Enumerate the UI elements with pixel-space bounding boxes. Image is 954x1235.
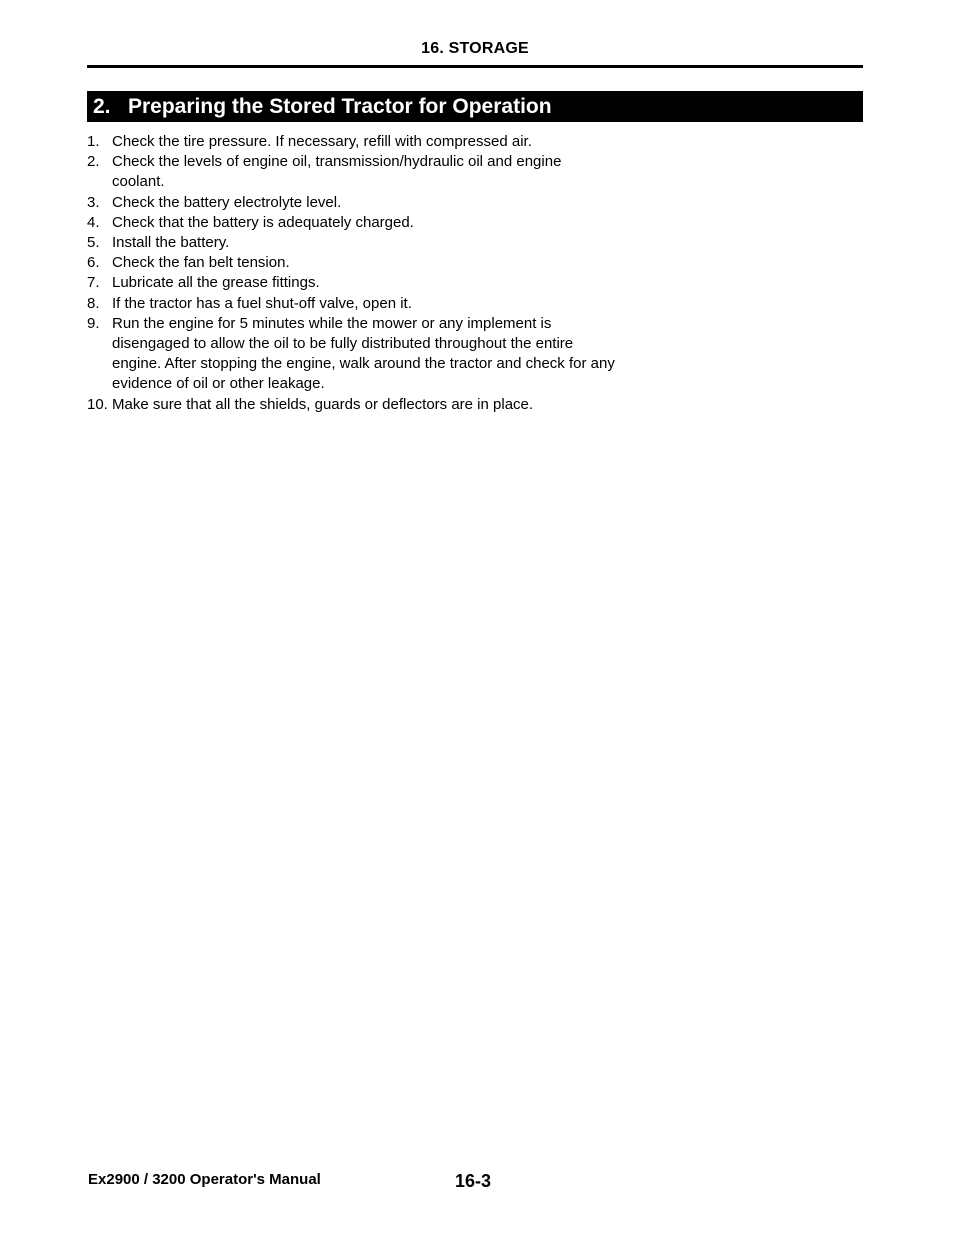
step-number: 3. bbox=[87, 193, 100, 211]
footer-manual-title: Ex2900 / 3200 Operator's Manual bbox=[88, 1171, 321, 1188]
step-text: Install the battery. bbox=[112, 234, 230, 252]
list-item bbox=[87, 132, 617, 152]
step-text: Run the engine for 5 minutes while the mower or any implement is disengaged to allow the oil to be fully distributed throughout the entire engine. After stopping the engine, walk around the tractor and check for any evidence of oil or other leakage. bbox=[112, 314, 615, 393]
step-text: Check the levels of engine oil, transmission/hydraulic oil and engine coolant. bbox=[112, 153, 562, 191]
section-number: 2. bbox=[93, 94, 111, 118]
footer-page-number: 16-3 bbox=[455, 1171, 492, 1191]
step-number: 10. bbox=[87, 395, 108, 413]
step-number: 5. bbox=[87, 234, 100, 252]
section-heading bbox=[87, 91, 863, 122]
step-text: Check that the battery is adequately charged. bbox=[112, 213, 414, 231]
list-item bbox=[87, 193, 617, 213]
section-title: Preparing the Stored Tractor for Operation bbox=[128, 94, 552, 118]
list-item bbox=[87, 152, 617, 192]
step-number: 6. bbox=[87, 254, 100, 272]
step-text: Lubricate all the grease fittings. bbox=[112, 274, 320, 292]
list-item bbox=[87, 294, 617, 314]
list-item bbox=[87, 213, 617, 233]
step-text: Check the fan belt tension. bbox=[112, 254, 290, 272]
step-text: Make sure that all the shields, guards or deflectors are in place. bbox=[112, 395, 534, 413]
step-text: Check the tire pressure. If necessary, refill with compressed air. bbox=[112, 133, 532, 150]
list-item bbox=[87, 253, 617, 273]
step-number: 9. bbox=[87, 314, 100, 332]
step-number: 1. bbox=[87, 133, 100, 150]
step-text: Check the battery electrolyte level. bbox=[112, 193, 342, 211]
list-item bbox=[87, 314, 617, 395]
step-text: If the tractor has a fuel shut-off valve, open it. bbox=[112, 294, 412, 312]
step-number: 8. bbox=[87, 294, 100, 312]
step-number: 7. bbox=[87, 274, 100, 292]
list-item bbox=[87, 395, 617, 415]
procedure-steps bbox=[87, 132, 617, 415]
step-number: 4. bbox=[87, 213, 100, 231]
running-header: 16. STORAGE bbox=[421, 40, 529, 57]
list-item bbox=[87, 273, 617, 293]
header-rule bbox=[87, 65, 863, 68]
step-number: 2. bbox=[87, 153, 100, 171]
list-item bbox=[87, 233, 617, 253]
